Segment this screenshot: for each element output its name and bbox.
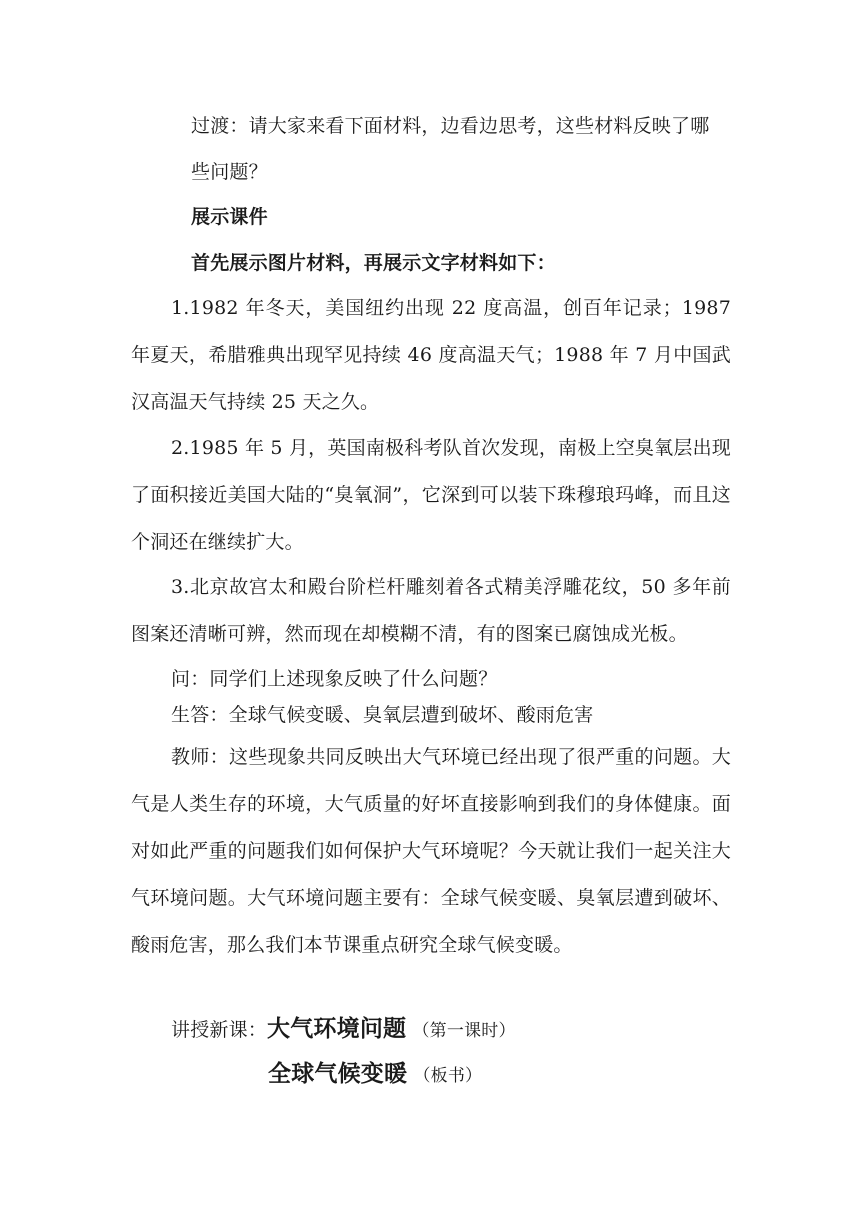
- material-3-paragraph: 3.北京故宫太和殿台阶栏杆雕刻着各式精美浮雕花纹，50 多年前图案还清晰可辨，然而现在却模糊不清，有的图案已腐蚀成光板。: [131, 576, 731, 645]
- board-title: 全球气候变暖: [268, 1060, 408, 1087]
- transition-line-2: 些问题？: [191, 161, 268, 183]
- new-lesson-prefix: 讲授新课：: [171, 1019, 268, 1041]
- show-materials-heading: 首先展示图片材料，再展示文字材料如下：: [191, 252, 556, 274]
- lesson-period: （第一课时）: [412, 1021, 516, 1041]
- question-line: 问：同学们上述现象反映了什么问题？: [171, 668, 498, 690]
- teacher-paragraph: 教师：这些现象共同反映出大气环境已经出现了很严重的问题。大气是人类生存的环境，大气质量的好坏直接影响到我们的身体健康。面对如此严重的问题我们如何保护大气环境呢？今天就让我们一起关注大气环境问题。大气环境问题主要有：全球气候变暖、臭氧层遭到破坏、酸雨危害，那么我们本节课重点研究全球气候变暖。: [131, 746, 731, 956]
- board-title-line: [268, 1050, 482, 1100]
- new-lesson-title: 大气环境问题: [267, 1015, 407, 1042]
- transition-line-1: 过渡：请大家来看下面材料，边看边思考，这些材料反映了哪: [191, 115, 710, 137]
- student-answer-line: 生答：全球气候变暖、臭氧层遭到破坏、酸雨危害: [171, 704, 594, 726]
- material-2-paragraph: 2.1985 年 5 月，英国南极科考队首次发现，南极上空臭氧层出现了面积接近美国大陆的“臭氧洞”，它深到可以装下珠穆琅玛峰，而且这个洞还在继续扩大。: [131, 437, 731, 553]
- board-note: （板书）: [413, 1066, 483, 1086]
- show-courseware-heading: 展示课件: [191, 206, 268, 228]
- material-1-paragraph: 1.1982 年冬天，美国纽约出现 22 度高温，创百年记录；1987 年夏天，希腊雅典出现罕见持续 46 度高温天气；1988 年 7 月中国武汉高温天气持续 25 天之久。: [131, 297, 731, 413]
- new-lesson-line: [171, 1005, 516, 1055]
